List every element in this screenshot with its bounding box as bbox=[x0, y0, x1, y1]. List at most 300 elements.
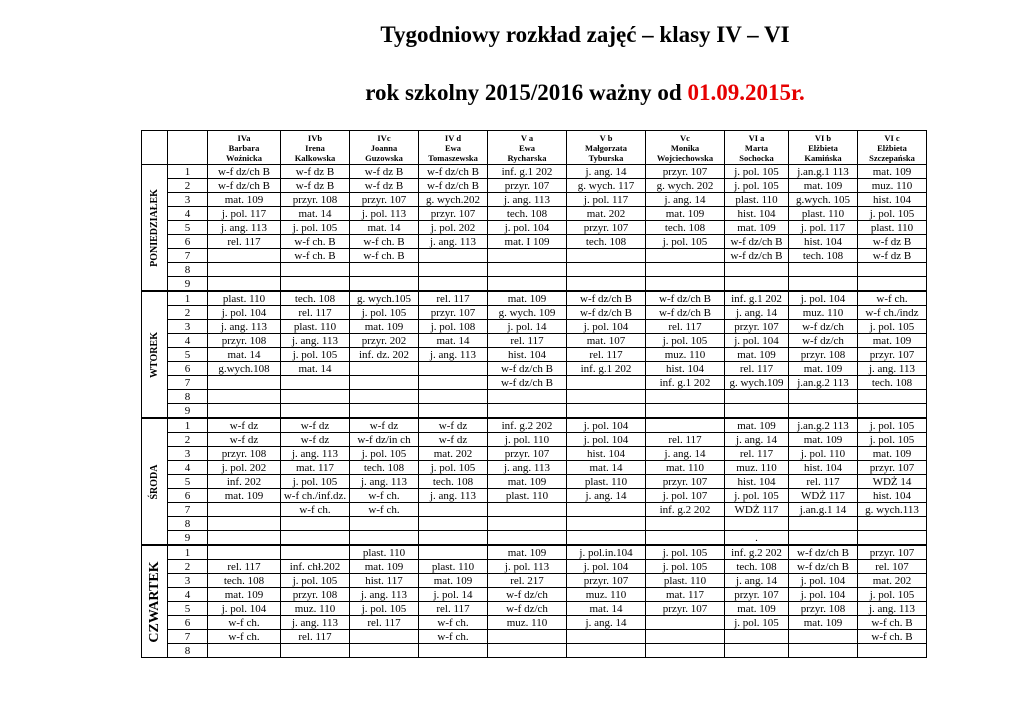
lesson-number: 1 bbox=[168, 545, 208, 560]
lesson-number: 6 bbox=[168, 235, 208, 249]
lesson-cell: rel. 117 bbox=[281, 306, 350, 320]
lesson-cell: mat. 109 bbox=[725, 602, 789, 616]
lesson-number-header bbox=[168, 131, 208, 165]
lesson-number: 1 bbox=[168, 165, 208, 179]
lesson-number: 3 bbox=[168, 574, 208, 588]
lesson-cell: mat. 109 bbox=[789, 179, 858, 193]
lesson-cell: mat. 109 bbox=[488, 545, 567, 560]
lesson-cell: j. pol. 105 bbox=[646, 235, 725, 249]
lesson-cell: w-f dz/in ch bbox=[350, 433, 419, 447]
lesson-cell: rel. 117 bbox=[419, 291, 488, 306]
lesson-cell: mat. 109 bbox=[858, 165, 927, 179]
lesson-cell: g. wych.202 bbox=[419, 193, 488, 207]
lesson-cell bbox=[725, 390, 789, 404]
lesson-cell: j. pol. 104 bbox=[567, 320, 646, 334]
lesson-cell bbox=[488, 531, 567, 546]
lesson-cell: hist. 104 bbox=[789, 235, 858, 249]
lesson-row bbox=[142, 630, 927, 644]
lesson-cell: g. wych.105 bbox=[350, 291, 419, 306]
lesson-cell: rel. 117 bbox=[488, 334, 567, 348]
lesson-cell: w-f dz bbox=[208, 433, 281, 447]
lesson-row bbox=[142, 165, 927, 179]
lesson-cell: j. pol. 105 bbox=[281, 574, 350, 588]
lesson-cell bbox=[789, 531, 858, 546]
lesson-cell bbox=[858, 390, 927, 404]
lesson-cell bbox=[789, 630, 858, 644]
lesson-cell: WDŻ 14 bbox=[858, 475, 927, 489]
lesson-cell: rel. 117 bbox=[725, 447, 789, 461]
lesson-cell bbox=[281, 404, 350, 419]
lesson-cell bbox=[567, 517, 646, 531]
lesson-cell bbox=[419, 517, 488, 531]
lesson-cell: rel. 117 bbox=[350, 616, 419, 630]
lesson-cell bbox=[419, 644, 488, 658]
lesson-cell: mat. 109 bbox=[725, 418, 789, 433]
class-header-row bbox=[142, 131, 927, 165]
lesson-number: 5 bbox=[168, 221, 208, 235]
lesson-cell: mat. 110 bbox=[646, 461, 725, 475]
day-label-cell bbox=[142, 291, 168, 418]
lesson-cell bbox=[488, 517, 567, 531]
lesson-cell: j. pol. 105 bbox=[725, 165, 789, 179]
lesson-cell: j. pol.in.104 bbox=[567, 545, 646, 560]
lesson-cell bbox=[789, 404, 858, 419]
lesson-cell: mat. 107 bbox=[567, 334, 646, 348]
lesson-cell: rel. 117 bbox=[725, 362, 789, 376]
lesson-cell bbox=[350, 362, 419, 376]
lesson-cell: muz. 110 bbox=[488, 616, 567, 630]
lesson-cell: j. pol. 105 bbox=[858, 418, 927, 433]
lesson-cell: w-f ch. B bbox=[350, 235, 419, 249]
lesson-cell bbox=[208, 503, 281, 517]
lesson-cell bbox=[208, 390, 281, 404]
lesson-cell bbox=[208, 404, 281, 419]
lesson-cell bbox=[567, 376, 646, 390]
lesson-cell bbox=[858, 644, 927, 658]
lesson-number: 4 bbox=[168, 207, 208, 221]
lesson-cell: w-f ch. B bbox=[281, 249, 350, 263]
lesson-cell: j. ang. 113 bbox=[281, 447, 350, 461]
lesson-cell: plast. 110 bbox=[858, 221, 927, 235]
lesson-cell: j. pol. 110 bbox=[789, 447, 858, 461]
lesson-cell: mat. 109 bbox=[208, 193, 281, 207]
lesson-cell bbox=[419, 277, 488, 292]
lesson-cell bbox=[725, 277, 789, 292]
lesson-cell: plast. 110 bbox=[646, 574, 725, 588]
lesson-cell: w-f dz B bbox=[350, 165, 419, 179]
lesson-cell bbox=[419, 404, 488, 419]
lesson-cell: w-f dz/ch B bbox=[419, 165, 488, 179]
lesson-cell: j. pol. 14 bbox=[419, 588, 488, 602]
lesson-cell: tech. 108 bbox=[488, 207, 567, 221]
lesson-cell: mat. 109 bbox=[858, 334, 927, 348]
lesson-cell: j. ang. 14 bbox=[567, 165, 646, 179]
lesson-cell: j. pol. 117 bbox=[789, 221, 858, 235]
lesson-cell: hist. 104 bbox=[858, 489, 927, 503]
lesson-cell bbox=[208, 376, 281, 390]
day-label: WTOREK bbox=[148, 331, 160, 378]
lesson-cell: rel. 117 bbox=[646, 320, 725, 334]
lesson-cell: tech. 108 bbox=[858, 376, 927, 390]
lesson-cell bbox=[350, 517, 419, 531]
lesson-cell: przyr. 108 bbox=[789, 348, 858, 362]
lesson-cell bbox=[725, 404, 789, 419]
lesson-number: 8 bbox=[168, 517, 208, 531]
lesson-cell bbox=[567, 404, 646, 419]
lesson-cell bbox=[208, 644, 281, 658]
lesson-cell: j. ang. 113 bbox=[858, 602, 927, 616]
lesson-cell: w-f ch. bbox=[208, 630, 281, 644]
lesson-number: 1 bbox=[168, 291, 208, 306]
lesson-cell bbox=[419, 362, 488, 376]
lesson-cell bbox=[646, 531, 725, 546]
day-label-cell bbox=[142, 545, 168, 658]
lesson-cell: rel. 117 bbox=[646, 433, 725, 447]
lesson-cell: w-f dz B bbox=[350, 179, 419, 193]
lesson-cell bbox=[789, 263, 858, 277]
lesson-cell: mat. 109 bbox=[488, 475, 567, 489]
lesson-cell: w-f ch. bbox=[281, 503, 350, 517]
lesson-cell: przyr. 108 bbox=[281, 193, 350, 207]
lesson-cell bbox=[567, 277, 646, 292]
lesson-cell: mat. 109 bbox=[789, 433, 858, 447]
lesson-cell: j. ang. 113 bbox=[281, 616, 350, 630]
lesson-row bbox=[142, 461, 927, 475]
lesson-cell: j. pol. 14 bbox=[488, 320, 567, 334]
lesson-cell: tech. 108 bbox=[281, 291, 350, 306]
lesson-cell: rel. 117 bbox=[281, 630, 350, 644]
lesson-cell: inf. 202 bbox=[208, 475, 281, 489]
lesson-row bbox=[142, 531, 927, 546]
lesson-cell: w-f ch. B bbox=[350, 249, 419, 263]
lesson-cell: j. ang. 113 bbox=[208, 320, 281, 334]
lesson-cell bbox=[567, 531, 646, 546]
lesson-cell: mat. 109 bbox=[208, 588, 281, 602]
lesson-row bbox=[142, 418, 927, 433]
lesson-cell: j. pol. 104 bbox=[789, 291, 858, 306]
lesson-cell: tech. 108 bbox=[725, 560, 789, 574]
lesson-cell bbox=[281, 277, 350, 292]
lesson-cell: rel. 217 bbox=[488, 574, 567, 588]
lesson-cell: w-f dz/ch B bbox=[488, 376, 567, 390]
lesson-number: 5 bbox=[168, 348, 208, 362]
lesson-cell: rel. 117 bbox=[567, 348, 646, 362]
lesson-cell: hist. 104 bbox=[725, 207, 789, 221]
lesson-cell: w-f ch. B bbox=[858, 616, 927, 630]
lesson-cell: w-f dz/ch B bbox=[488, 362, 567, 376]
class-header: IVb Irena Kalkowska bbox=[281, 131, 350, 165]
lesson-cell bbox=[208, 517, 281, 531]
lesson-row bbox=[142, 545, 927, 560]
lesson-row bbox=[142, 334, 927, 348]
lesson-cell bbox=[789, 644, 858, 658]
lesson-cell: plast. 110 bbox=[789, 207, 858, 221]
lesson-cell: muz. 110 bbox=[281, 602, 350, 616]
lesson-cell: przyr. 107 bbox=[567, 574, 646, 588]
lesson-cell: rel. 117 bbox=[419, 602, 488, 616]
lesson-cell bbox=[567, 503, 646, 517]
lesson-cell bbox=[567, 249, 646, 263]
lesson-cell bbox=[419, 531, 488, 546]
lesson-cell: w-f dz/ch B bbox=[646, 306, 725, 320]
lesson-row bbox=[142, 263, 927, 277]
page-title: Tygodniowy rozkład zajęć – klasy IV – VI bbox=[380, 22, 790, 47]
lesson-cell: w-f dz/ch bbox=[789, 334, 858, 348]
lesson-cell: w-f dz bbox=[350, 418, 419, 433]
lesson-cell: mat. 109 bbox=[350, 560, 419, 574]
lesson-cell: inf. g.1 202 bbox=[488, 165, 567, 179]
lesson-cell: mat. 14 bbox=[567, 602, 646, 616]
lesson-cell: muz. 110 bbox=[646, 348, 725, 362]
lesson-cell bbox=[646, 249, 725, 263]
lesson-cell bbox=[567, 644, 646, 658]
lesson-cell: j. pol. 105 bbox=[858, 433, 927, 447]
lesson-cell: w-f dz/ch B bbox=[208, 179, 281, 193]
lesson-row bbox=[142, 475, 927, 489]
lesson-cell: g. wych.113 bbox=[858, 503, 927, 517]
lesson-cell: plast. 110 bbox=[567, 475, 646, 489]
lesson-row bbox=[142, 588, 927, 602]
class-header: IVa Barbara Woźnicka bbox=[208, 131, 281, 165]
lesson-cell bbox=[789, 390, 858, 404]
lesson-cell: tech. 108 bbox=[567, 235, 646, 249]
lesson-cell: j. ang. 113 bbox=[281, 334, 350, 348]
lesson-cell bbox=[350, 630, 419, 644]
lesson-cell: rel. 107 bbox=[858, 560, 927, 574]
lesson-cell: w-f dz/ch B bbox=[567, 291, 646, 306]
lesson-number: 3 bbox=[168, 193, 208, 207]
lesson-number: 3 bbox=[168, 447, 208, 461]
lesson-cell bbox=[208, 545, 281, 560]
lesson-number: 4 bbox=[168, 461, 208, 475]
lesson-cell: przyr. 107 bbox=[858, 461, 927, 475]
lesson-cell: w-f dz/ch B bbox=[646, 291, 725, 306]
lesson-cell: j. pol. 117 bbox=[208, 207, 281, 221]
lesson-cell: przyr. 107 bbox=[488, 179, 567, 193]
lesson-cell bbox=[281, 263, 350, 277]
lesson-cell bbox=[419, 390, 488, 404]
lesson-cell: inf. g.2 202 bbox=[488, 418, 567, 433]
lesson-cell: j. pol. 105 bbox=[858, 320, 927, 334]
lesson-cell bbox=[350, 277, 419, 292]
lesson-number: 7 bbox=[168, 376, 208, 390]
lesson-cell: j. pol. 104 bbox=[725, 334, 789, 348]
lesson-cell: mat. 109 bbox=[725, 221, 789, 235]
lesson-number: 9 bbox=[168, 531, 208, 546]
lesson-cell: g. wych. 202 bbox=[646, 179, 725, 193]
lesson-cell: j. pol. 105 bbox=[858, 207, 927, 221]
lesson-cell: muz. 110 bbox=[567, 588, 646, 602]
lesson-cell: j. pol. 113 bbox=[488, 560, 567, 574]
lesson-row bbox=[142, 616, 927, 630]
lesson-cell: hist. 104 bbox=[567, 447, 646, 461]
lesson-cell: hist. 104 bbox=[789, 461, 858, 475]
lesson-cell: mat. 202 bbox=[419, 447, 488, 461]
lesson-cell bbox=[488, 263, 567, 277]
lesson-cell: przyr. 107 bbox=[858, 348, 927, 362]
day-label-cell bbox=[142, 165, 168, 292]
lesson-cell: w-f dz B bbox=[858, 249, 927, 263]
lesson-cell: mat. 14 bbox=[208, 348, 281, 362]
lesson-cell: . bbox=[725, 531, 789, 546]
lesson-cell: w-f ch. B bbox=[858, 630, 927, 644]
lesson-cell: j.an.g.1 113 bbox=[789, 165, 858, 179]
lesson-cell: g. wych.109 bbox=[725, 376, 789, 390]
lesson-number: 1 bbox=[168, 418, 208, 433]
lesson-cell: przyr. 107 bbox=[488, 447, 567, 461]
lesson-cell bbox=[208, 531, 281, 546]
lesson-cell: mat. 14 bbox=[567, 461, 646, 475]
lesson-cell: mat. 109 bbox=[208, 489, 281, 503]
lesson-number: 9 bbox=[168, 404, 208, 419]
lesson-cell bbox=[488, 503, 567, 517]
lesson-row bbox=[142, 602, 927, 616]
lesson-cell: w-f dz B bbox=[281, 179, 350, 193]
lesson-row bbox=[142, 560, 927, 574]
lesson-cell bbox=[281, 644, 350, 658]
lesson-number: 6 bbox=[168, 616, 208, 630]
lesson-number: 2 bbox=[168, 179, 208, 193]
lesson-cell bbox=[419, 376, 488, 390]
lesson-cell: w-f ch. bbox=[419, 616, 488, 630]
lesson-cell: plast. 110 bbox=[488, 489, 567, 503]
lesson-cell: g.wych. 105 bbox=[789, 193, 858, 207]
lesson-cell: w-f dz bbox=[281, 418, 350, 433]
lesson-cell bbox=[281, 376, 350, 390]
lesson-cell: j. ang. 14 bbox=[725, 306, 789, 320]
lesson-cell: mat. 109 bbox=[789, 362, 858, 376]
lesson-cell: muz. 110 bbox=[725, 461, 789, 475]
lesson-cell bbox=[281, 545, 350, 560]
lesson-cell bbox=[208, 263, 281, 277]
lesson-cell: tech. 108 bbox=[350, 461, 419, 475]
lesson-cell: w-f dz/ch B bbox=[419, 179, 488, 193]
lesson-number: 5 bbox=[168, 602, 208, 616]
lesson-cell bbox=[858, 404, 927, 419]
lesson-row bbox=[142, 574, 927, 588]
lesson-cell: j. pol. 105 bbox=[646, 560, 725, 574]
lesson-cell: mat. 109 bbox=[488, 291, 567, 306]
lesson-cell: j. pol. 105 bbox=[350, 447, 419, 461]
lesson-cell: inf. g.1 202 bbox=[646, 376, 725, 390]
lesson-cell: hist. 104 bbox=[725, 475, 789, 489]
lesson-cell: przyr. 107 bbox=[858, 545, 927, 560]
lesson-cell: j. ang. 113 bbox=[350, 475, 419, 489]
lesson-cell: w-f ch. bbox=[419, 630, 488, 644]
lesson-row bbox=[142, 207, 927, 221]
lesson-cell: j. pol. 117 bbox=[567, 193, 646, 207]
lesson-cell: j. pol. 104 bbox=[488, 221, 567, 235]
lesson-cell: j. ang. 113 bbox=[419, 235, 488, 249]
lesson-cell bbox=[488, 404, 567, 419]
lesson-number: 6 bbox=[168, 362, 208, 376]
lesson-cell bbox=[281, 517, 350, 531]
lesson-cell: inf. chł.202 bbox=[281, 560, 350, 574]
lesson-row bbox=[142, 489, 927, 503]
lesson-cell: w-f dz B bbox=[281, 165, 350, 179]
page-subtitle bbox=[0, 80, 1024, 106]
lesson-cell: j. pol. 104 bbox=[208, 306, 281, 320]
lesson-cell: j. ang. 113 bbox=[488, 461, 567, 475]
lesson-cell: j. pol. 105 bbox=[725, 616, 789, 630]
lesson-cell bbox=[488, 249, 567, 263]
lesson-cell: j. ang. 113 bbox=[858, 362, 927, 376]
lesson-row bbox=[142, 447, 927, 461]
lesson-cell: inf. dz. 202 bbox=[350, 348, 419, 362]
lesson-cell bbox=[789, 277, 858, 292]
lesson-cell: j. ang. 14 bbox=[567, 616, 646, 630]
lesson-cell: j. pol. 104 bbox=[208, 602, 281, 616]
lesson-cell: w-f ch. bbox=[350, 489, 419, 503]
lesson-cell: tech. 108 bbox=[789, 249, 858, 263]
lesson-cell: j. pol. 104 bbox=[789, 574, 858, 588]
lesson-number: 2 bbox=[168, 560, 208, 574]
class-header: IVc Joanna Guzowska bbox=[350, 131, 419, 165]
lesson-cell: w-f dz bbox=[419, 433, 488, 447]
lesson-cell: w-f dz/ch bbox=[789, 320, 858, 334]
lesson-cell: w-f ch./indz bbox=[858, 306, 927, 320]
lesson-cell: WDŻ 117 bbox=[725, 503, 789, 517]
lesson-cell: rel. 117 bbox=[789, 475, 858, 489]
lesson-cell: g.wych.108 bbox=[208, 362, 281, 376]
lesson-cell bbox=[725, 644, 789, 658]
lesson-cell: przyr. 107 bbox=[725, 320, 789, 334]
lesson-cell: mat. 14 bbox=[281, 362, 350, 376]
lesson-cell: w-f dz/ch B bbox=[725, 249, 789, 263]
lesson-cell: hist. 104 bbox=[646, 362, 725, 376]
lesson-cell bbox=[488, 630, 567, 644]
lesson-cell: przyr. 108 bbox=[208, 334, 281, 348]
lesson-row bbox=[142, 433, 927, 447]
lesson-cell: w-f dz/ch bbox=[488, 588, 567, 602]
lesson-cell: mat. 117 bbox=[281, 461, 350, 475]
lesson-cell: muz. 110 bbox=[789, 306, 858, 320]
lesson-row bbox=[142, 644, 927, 658]
lesson-cell bbox=[646, 263, 725, 277]
lesson-cell: w-f dz/ch B bbox=[789, 545, 858, 560]
lesson-row bbox=[142, 249, 927, 263]
lesson-cell: g. wych. 109 bbox=[488, 306, 567, 320]
class-header: VI b Elżbieta Kamińska bbox=[789, 131, 858, 165]
lesson-cell: inf. g.1 202 bbox=[567, 362, 646, 376]
lesson-cell: w-f ch. B bbox=[281, 235, 350, 249]
lesson-cell: mat. 109 bbox=[789, 616, 858, 630]
lesson-cell bbox=[281, 390, 350, 404]
lesson-row bbox=[142, 376, 927, 390]
lesson-cell: mat. 109 bbox=[858, 447, 927, 461]
lesson-cell: j. ang. 113 bbox=[350, 588, 419, 602]
lesson-cell: mat. 109 bbox=[725, 348, 789, 362]
lesson-cell: w-f dz/ch bbox=[488, 602, 567, 616]
lesson-cell: w-f dz bbox=[208, 418, 281, 433]
lesson-cell: w-f ch. bbox=[350, 503, 419, 517]
lesson-cell: mat. 202 bbox=[567, 207, 646, 221]
day-label-cell bbox=[142, 418, 168, 545]
lesson-cell bbox=[646, 644, 725, 658]
lesson-cell bbox=[646, 517, 725, 531]
lesson-cell: j. pol. 105 bbox=[646, 545, 725, 560]
lesson-number: 2 bbox=[168, 306, 208, 320]
lesson-cell: j. ang. 14 bbox=[725, 574, 789, 588]
lesson-cell: mat. 14 bbox=[281, 207, 350, 221]
lesson-cell: przyr. 107 bbox=[646, 165, 725, 179]
lesson-cell: j. pol. 105 bbox=[725, 179, 789, 193]
lesson-cell: przyr. 202 bbox=[350, 334, 419, 348]
lesson-cell: w-f dz/ch B bbox=[789, 560, 858, 574]
lesson-cell bbox=[488, 644, 567, 658]
lesson-row bbox=[142, 404, 927, 419]
class-header: VI a Marta Sochocka bbox=[725, 131, 789, 165]
